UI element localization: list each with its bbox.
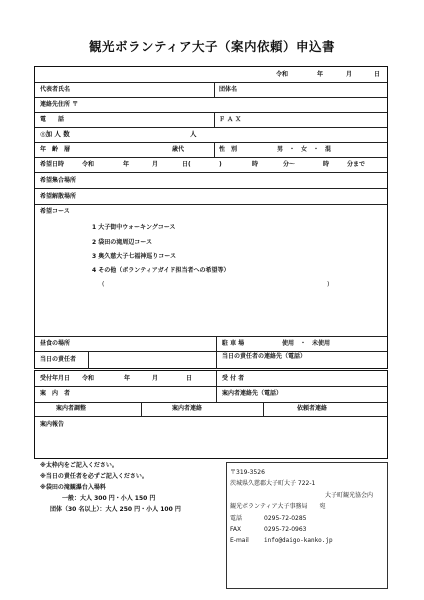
received-date-label: 受付年月日 bbox=[40, 375, 71, 382]
guide-adjust-label: 案内者調整 bbox=[56, 405, 87, 412]
contact-org: 大子町観光協会内 bbox=[325, 492, 374, 499]
datetime-hour-2: 時 bbox=[323, 161, 330, 168]
receiver-label: 受 付 者 bbox=[222, 375, 245, 382]
received-day: 日 bbox=[186, 375, 193, 382]
meal-place-label: 昼食の場所 bbox=[40, 340, 71, 347]
guide-notify-label: 案内者連絡 bbox=[172, 405, 203, 412]
datetime-month: 月 bbox=[152, 161, 159, 168]
dismiss-place-label: 希望解散場所 bbox=[40, 193, 77, 200]
contact-fax: 0295-72-0963 bbox=[264, 526, 307, 533]
date-era: 令和 bbox=[276, 71, 289, 78]
group-label: 団体名 bbox=[219, 86, 238, 93]
address-label: 連絡先住所 〒 bbox=[40, 101, 79, 108]
contact-dest: 観光ボランティア大子事務局 宛 bbox=[230, 503, 326, 510]
parking-label: 駐 車 場 bbox=[222, 340, 245, 347]
contact-zip: 〒319-3526 bbox=[230, 469, 265, 476]
responsible-contact-label: 当日の責任者の連絡先（電話） bbox=[222, 353, 307, 360]
parking-options: 使用 ・ 未使用 bbox=[282, 340, 331, 347]
phone-label: 電 話 bbox=[40, 116, 65, 123]
date-month-label: 月 bbox=[346, 71, 353, 78]
datetime-hour: 時 bbox=[252, 161, 259, 168]
guide-contact-label: 案内者連絡先（電話） bbox=[222, 390, 283, 397]
contact-email: info@daigo-kanko.jp bbox=[264, 537, 333, 544]
course-option-2: 2 袋田の滝周辺コース bbox=[92, 239, 152, 246]
course-label: 希望コース bbox=[40, 208, 70, 215]
contact-fax-label: FAX bbox=[230, 526, 242, 533]
gender-label: 性 別 bbox=[219, 146, 238, 153]
fee-group: 団体（30 名以上）：大人 250 円・小人 100 円 bbox=[50, 506, 181, 513]
course-option-4: 4 その他（ボランティアガイド担当者への希望等） bbox=[92, 267, 230, 274]
contact-email-label: E-mail bbox=[230, 537, 249, 544]
date-day-label: 日 bbox=[374, 71, 381, 78]
datetime-era: 令和 bbox=[82, 161, 95, 168]
note-3: ※袋田の滝観瀑台入場料 bbox=[40, 484, 106, 491]
contact-address: 茨城県久慈郡大子町大子 722-1 bbox=[230, 480, 316, 487]
gender-options: 男 ・ 女 ・ 混 bbox=[277, 146, 332, 153]
responsible-label: 当日の責任者 bbox=[40, 356, 77, 363]
datetime-until: 分まで bbox=[347, 161, 366, 168]
datetime-year: 年 bbox=[123, 161, 130, 168]
datetime-label: 希望日時 bbox=[40, 161, 65, 168]
course-option-1: 1 大子街中ウォーキングコース bbox=[92, 224, 176, 231]
note-2: ※当日の責任者を必ずご記入ください。 bbox=[40, 473, 148, 480]
requester-notify-label: 依頼者連絡 bbox=[297, 405, 328, 412]
received-month: 月 bbox=[152, 375, 159, 382]
contact-tel-label: 電話 bbox=[230, 515, 243, 522]
participants-label: ◎加 人 数 bbox=[40, 130, 70, 138]
datetime-paren-close: ) bbox=[219, 161, 222, 168]
note-1: ※太枠内をご記入ください。 bbox=[40, 462, 118, 469]
datetime-min-from: 分～ bbox=[283, 161, 296, 168]
representative-label: 代表者氏名 bbox=[40, 86, 71, 93]
meeting-place-label: 希望集合場所 bbox=[40, 177, 77, 184]
fee-general: 一般：大人 300 円・小人 150 円 bbox=[62, 495, 156, 502]
received-year: 年 bbox=[124, 375, 131, 382]
guide-label: 案 内 者 bbox=[40, 390, 71, 397]
form-title: 観光ボランティア大子（案内依頼）申込書 bbox=[88, 39, 335, 54]
received-era: 令和 bbox=[82, 375, 95, 382]
office-use-frame bbox=[34, 370, 388, 459]
guide-report-label: 案内報告 bbox=[40, 421, 65, 428]
age-label: 年 齢 層 bbox=[40, 146, 71, 153]
age-suffix: 歳代 bbox=[172, 146, 185, 153]
datetime-day: 日( bbox=[182, 161, 191, 168]
contact-tel: 0295-72-0285 bbox=[264, 515, 307, 522]
course-other-paren-close: ) bbox=[327, 281, 330, 288]
course-other-paren-open: ( bbox=[102, 281, 105, 288]
course-option-3: 3 奥久慈大子七福神巡りコース bbox=[92, 253, 176, 260]
fax-label: Ｆ Ａ Ｘ bbox=[219, 116, 242, 123]
participants-unit: 人 bbox=[190, 130, 197, 138]
date-year-label: 年 bbox=[317, 71, 324, 78]
